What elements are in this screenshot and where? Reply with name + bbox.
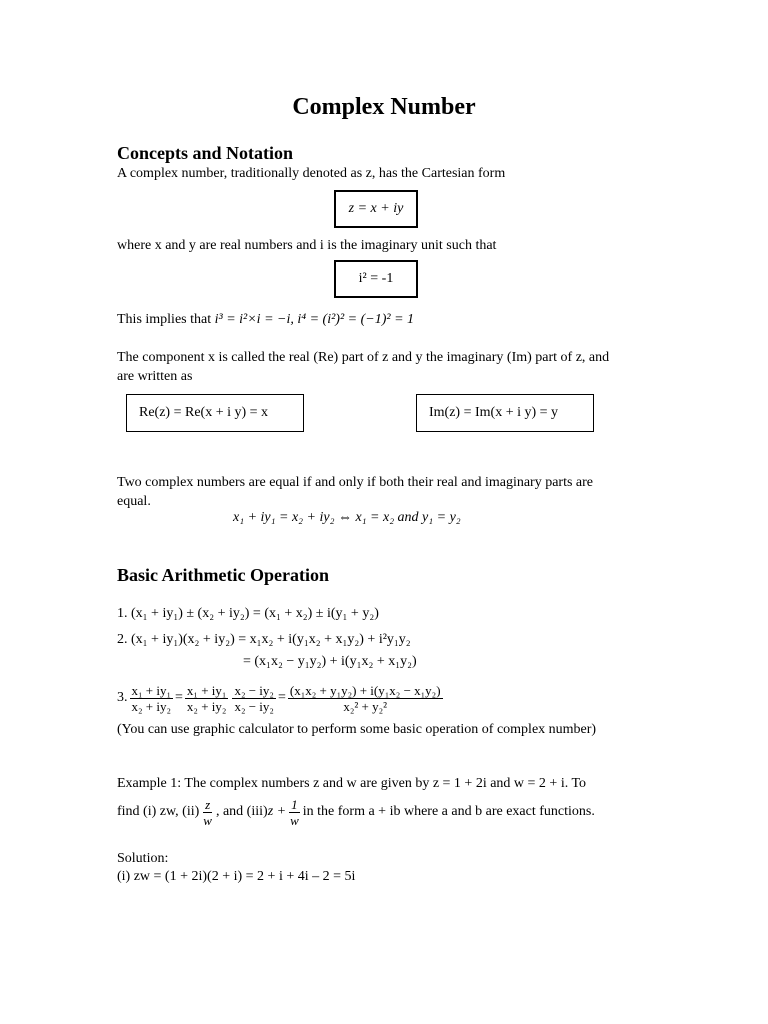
- z-over-w-fraction: [201, 797, 214, 828]
- fraction-denominator: x₂ + iy₂: [186, 698, 227, 714]
- section-heading-arithmetic: Basic Arithmetic Operation: [117, 565, 329, 585]
- operation-division-label: 3.: [117, 690, 128, 705]
- solution-label: Solution:: [117, 851, 169, 866]
- equality-text-line2: equal.: [117, 494, 151, 509]
- component-text-line1: The component x is called the real (Re) part of z and y the imaginary (Im) part of z, and: [117, 350, 610, 365]
- fraction-denominator: w: [203, 812, 212, 828]
- operation-multiplication: 2. (x₁ + iy₁)(x₂ + iy₂) = x₁x₂ + i(y₁x₂ + x₁y₂) + i²y₁y₂: [117, 632, 411, 647]
- example-line2: [117, 793, 595, 831]
- example-and-text: , and (iii): [215, 804, 268, 819]
- division-fraction-1: [130, 683, 174, 714]
- equality-text-line1: Two complex numbers are equal if and only if both their real and imaginary parts are: [117, 475, 594, 490]
- imaginary-unit-formula: i² = -1: [358, 271, 394, 286]
- fraction-denominator: x₂² + y₂²: [343, 698, 388, 714]
- example-line1: Example 1: The complex numbers z and w are given by z = 1 + 2i and w = 2 + i. To: [117, 776, 587, 791]
- cartesian-form-box: [334, 190, 418, 228]
- z-plus: z +: [267, 804, 287, 819]
- implies-text: This implies that: [117, 312, 212, 327]
- operation-addition: 1. (x₁ + iy₁) ± (x₂ + iy₂) = (x₁ + x₂) ± i(y₁ + y₂): [117, 606, 379, 621]
- operation-division: [117, 676, 445, 720]
- imaginary-unit-box: [334, 260, 418, 298]
- page-title: Complex Number: [292, 94, 476, 120]
- fraction-numerator: x₁ + iy₁: [131, 682, 172, 698]
- cartesian-form-formula: z = x + iy: [348, 201, 404, 216]
- solution-part-i: (i) zw = (1 + 2i)(2 + i) = 2 + i + 4i – 2 = 5i: [117, 869, 356, 884]
- fraction-denominator: x₂ + iy₂: [131, 698, 172, 714]
- fraction-denominator: w: [290, 812, 299, 828]
- fraction-numerator: z: [205, 796, 211, 812]
- fraction-numerator: x₁ + iy₁: [186, 682, 227, 698]
- fraction-numerator: x₂ − iy₂: [234, 682, 274, 698]
- fraction-denominator: x₂ − iy₂: [234, 698, 274, 714]
- calculator-note: (You can use graphic calculator to perform some basic operation of complex number): [117, 722, 597, 737]
- division-fraction-2: [185, 683, 229, 714]
- real-part-formula: Re(z) = Re(x + i y) = x: [139, 405, 269, 420]
- one-over-w-fraction: [288, 797, 301, 828]
- equality-formula: x₁ + iy₁ = x₂ + iy₂ ⇔ x₁ = x₂ and y₁ = y₂: [233, 510, 461, 525]
- real-part-box: [126, 394, 304, 432]
- imaginary-part-box: [416, 394, 594, 432]
- operation-multiplication-result: = (x₁x₂ − y₁y₂) + i(y₁x₂ + x₁y₂): [243, 654, 417, 669]
- division-fraction-4: [288, 683, 443, 714]
- section-heading-concepts: Concepts and Notation: [117, 143, 294, 163]
- example-form-text: in the form a + ib where a and b are exact functions.: [302, 804, 595, 819]
- equals-sign: =: [277, 690, 286, 705]
- component-text-line2: are written as: [117, 369, 193, 384]
- fraction-numerator: 1: [291, 796, 298, 812]
- fraction-numerator: (x₁x₂ + y₁y₂) + i(y₁x₂ − x₁y₂): [289, 682, 441, 698]
- implies-formula: i³ = i²×i = −i, i⁴ = (i²)² = (−1)² = 1: [214, 312, 415, 327]
- division-fraction-3: [232, 683, 276, 714]
- implies-line: [117, 310, 414, 329]
- equals-sign: =: [175, 690, 183, 705]
- intro-text: A complex number, traditionally denoted as z, has the Cartesian form: [117, 166, 506, 181]
- where-text: where x and y are real numbers and i is the imaginary unit such that: [117, 238, 497, 253]
- imaginary-part-formula: Im(z) = Im(x + i y) = y: [429, 405, 559, 420]
- example-find-text: find (i) zw, (ii): [117, 804, 200, 819]
